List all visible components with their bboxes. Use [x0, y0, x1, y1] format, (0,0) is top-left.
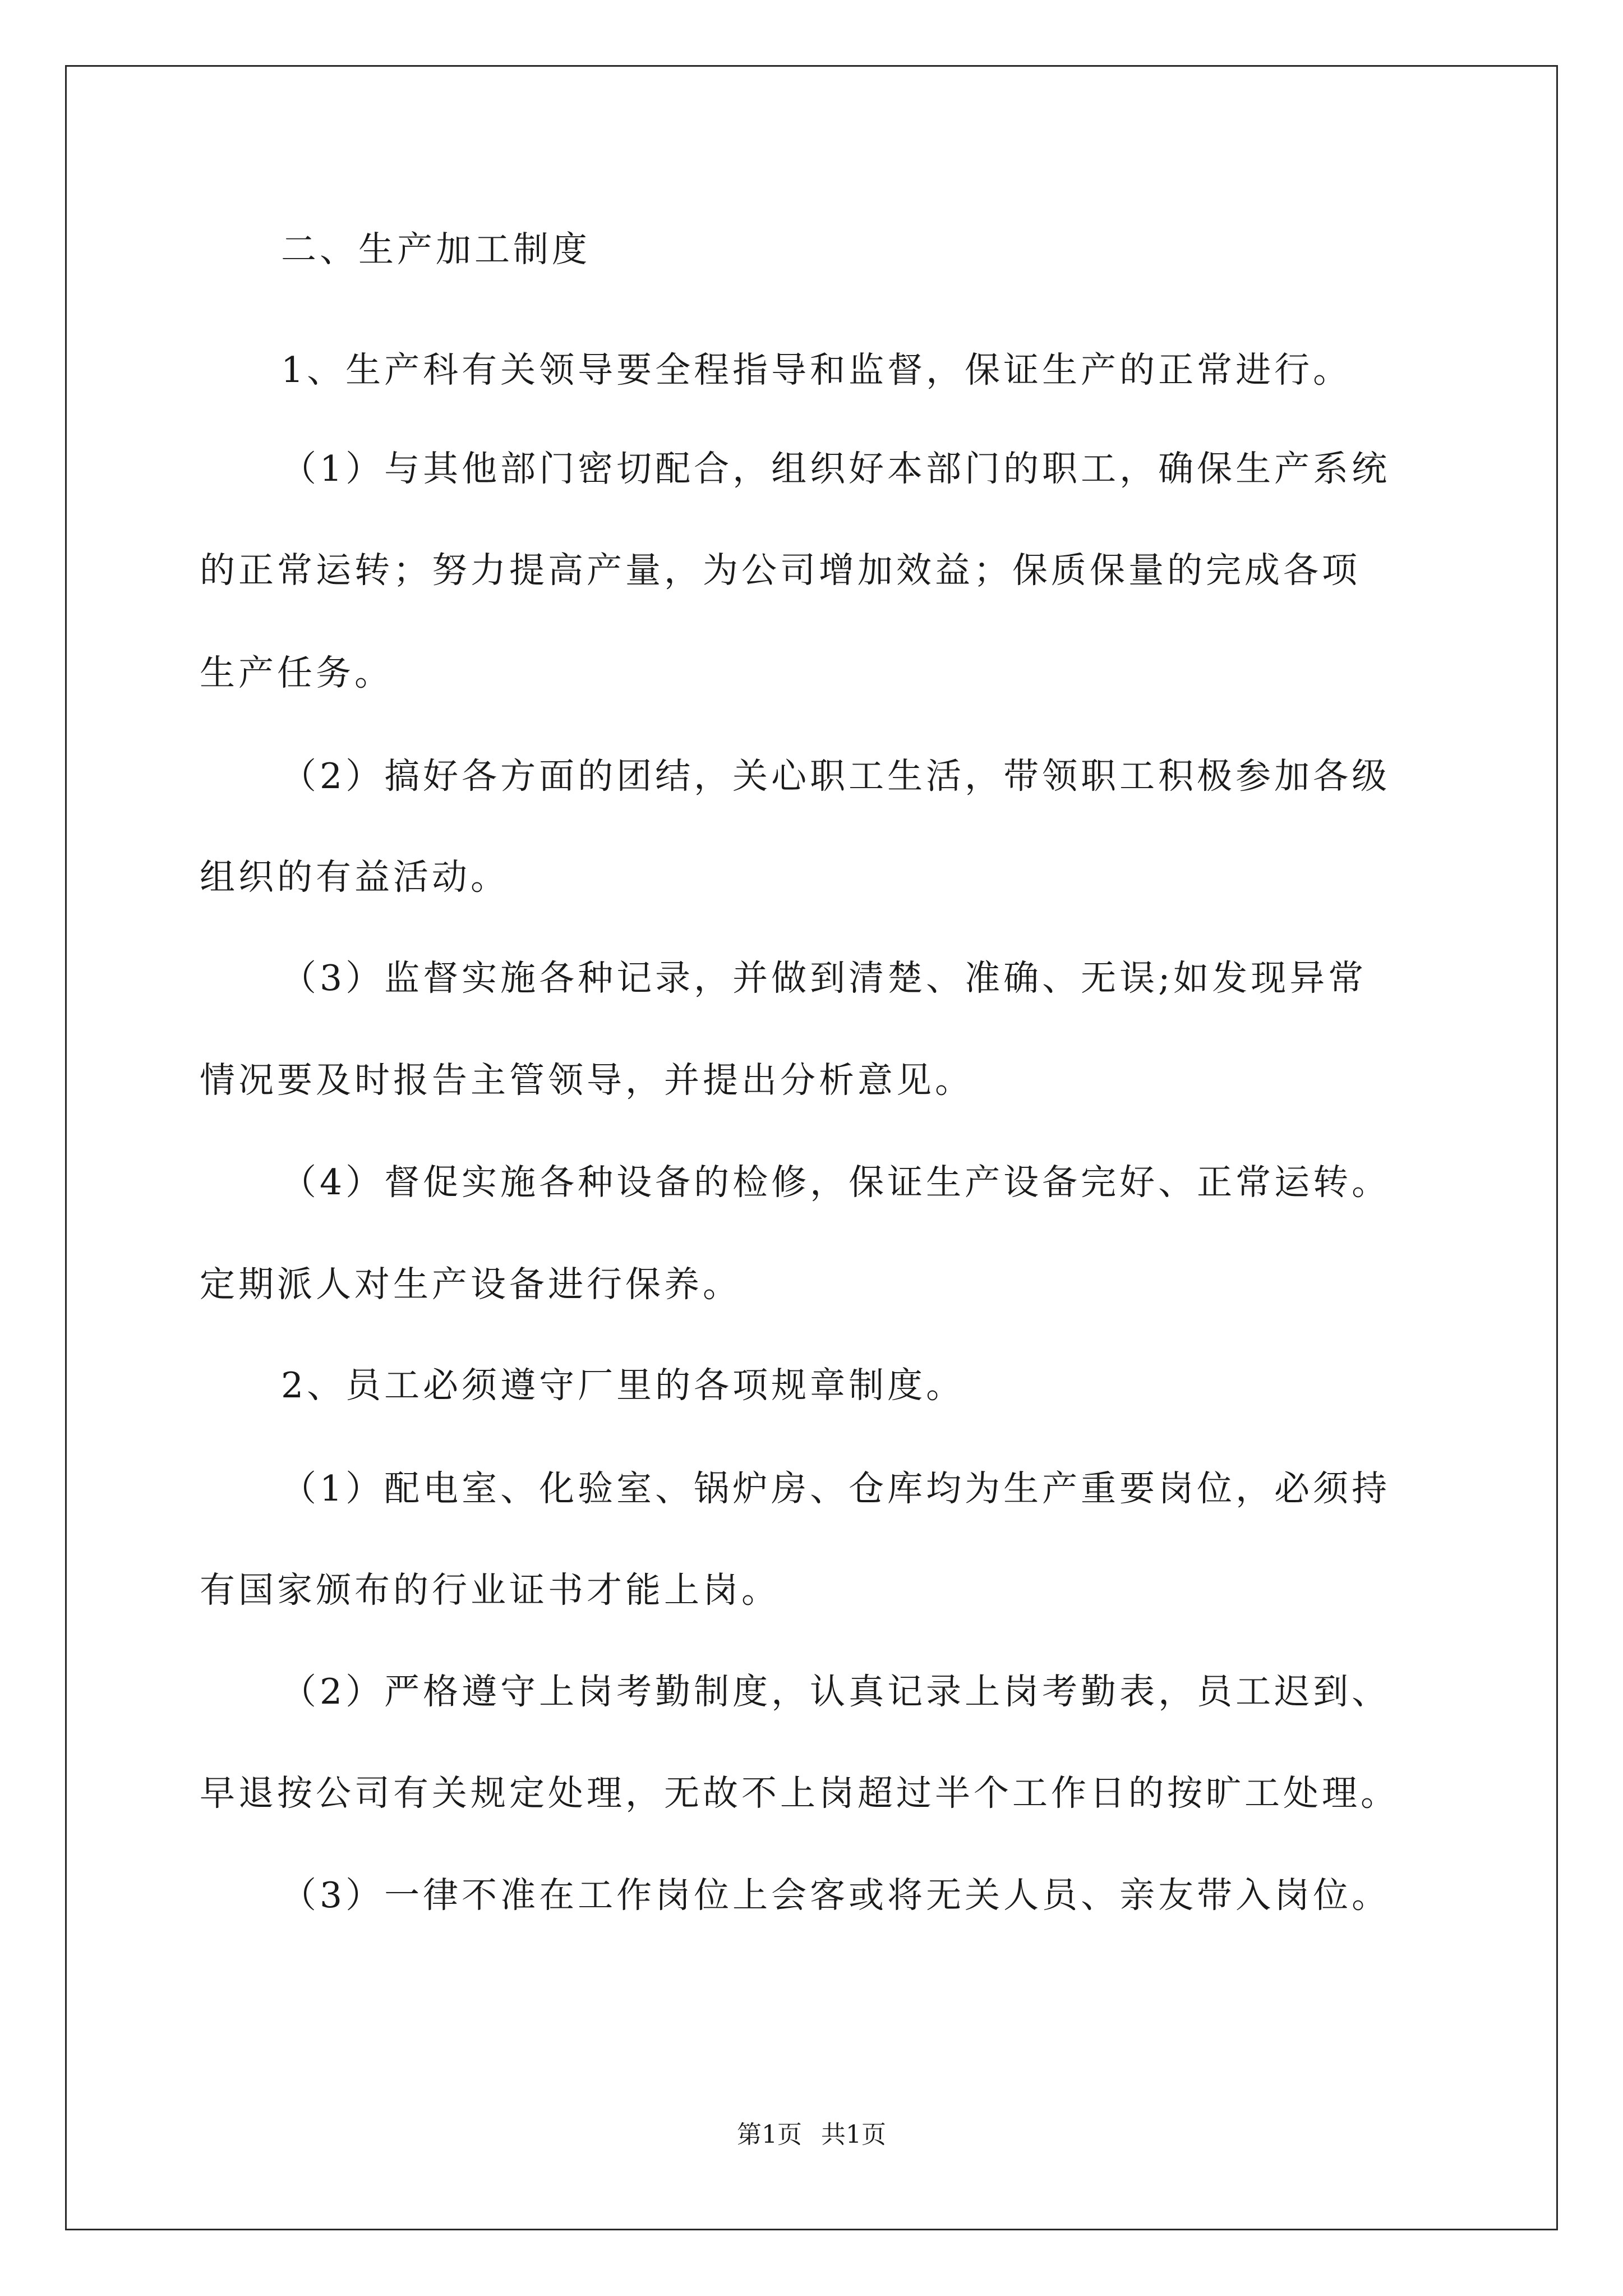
item-2-sub-2-line-1: （2）严格遵守上岗考勤制度，认真记录上岗考勤表，员工迟到、 — [281, 1671, 1391, 1712]
item-1-sub-2-line-2: 组织的有益活动。 — [200, 857, 509, 898]
page-number: 第1页 — [737, 2120, 802, 2149]
item-1-sub-3-line-1: （3）监督实施各种记录，并做到清楚、准确、无误;如发现异常 — [281, 958, 1367, 999]
item-2-sub-1-line-1: （1）配电室、化验室、锅炉房、仓库均为生产重要岗位，必须持 — [281, 1468, 1391, 1509]
item-1-sub-4-line-1: （4）督促实施各种设备的检修，保证生产设备完好、正常运转。 — [281, 1162, 1391, 1203]
page-total: 共1页 — [821, 2120, 886, 2149]
item-1-sub-1-line-2: 的正常运转；努力提高产量，为公司增加效益；保质保量的完成各项 — [200, 550, 1361, 591]
item-2-sub-3-line-1: （3）一律不准在工作岗位上会客或将无关人员、亲友带入岗位。 — [281, 1875, 1391, 1916]
item-1-sub-3-line-2: 情况要及时报告主管领导，并提出分析意见。 — [200, 1060, 974, 1101]
section-heading: 二、生产加工制度 — [281, 229, 591, 270]
item-1-sub-1-line-3: 生产任务。 — [200, 652, 393, 693]
item-2-title: 2、员工必须遵守厂里的各项规章制度。 — [281, 1365, 965, 1406]
item-1-title: 1、生产科有关领导要全程指导和监督，保证生产的正常进行。 — [281, 349, 1352, 390]
item-1-sub-2-line-1: （2）搞好各方面的团结，关心职工生活，带领职工积极参加各级 — [281, 756, 1391, 797]
page-footer — [0, 2119, 1623, 2151]
item-1-sub-4-line-2: 定期派人对生产设备进行保养。 — [200, 1264, 741, 1305]
item-2-sub-2-line-2: 早退按公司有关规定处理，无故不上岗超过半个工作日的按旷工处理。 — [200, 1773, 1399, 1814]
item-2-sub-1-line-2: 有国家颁布的行业证书才能上岗。 — [200, 1570, 780, 1611]
item-1-sub-1-line-1: （1）与其他部门密切配合，组织好本部门的职工，确保生产系统 — [281, 448, 1391, 489]
